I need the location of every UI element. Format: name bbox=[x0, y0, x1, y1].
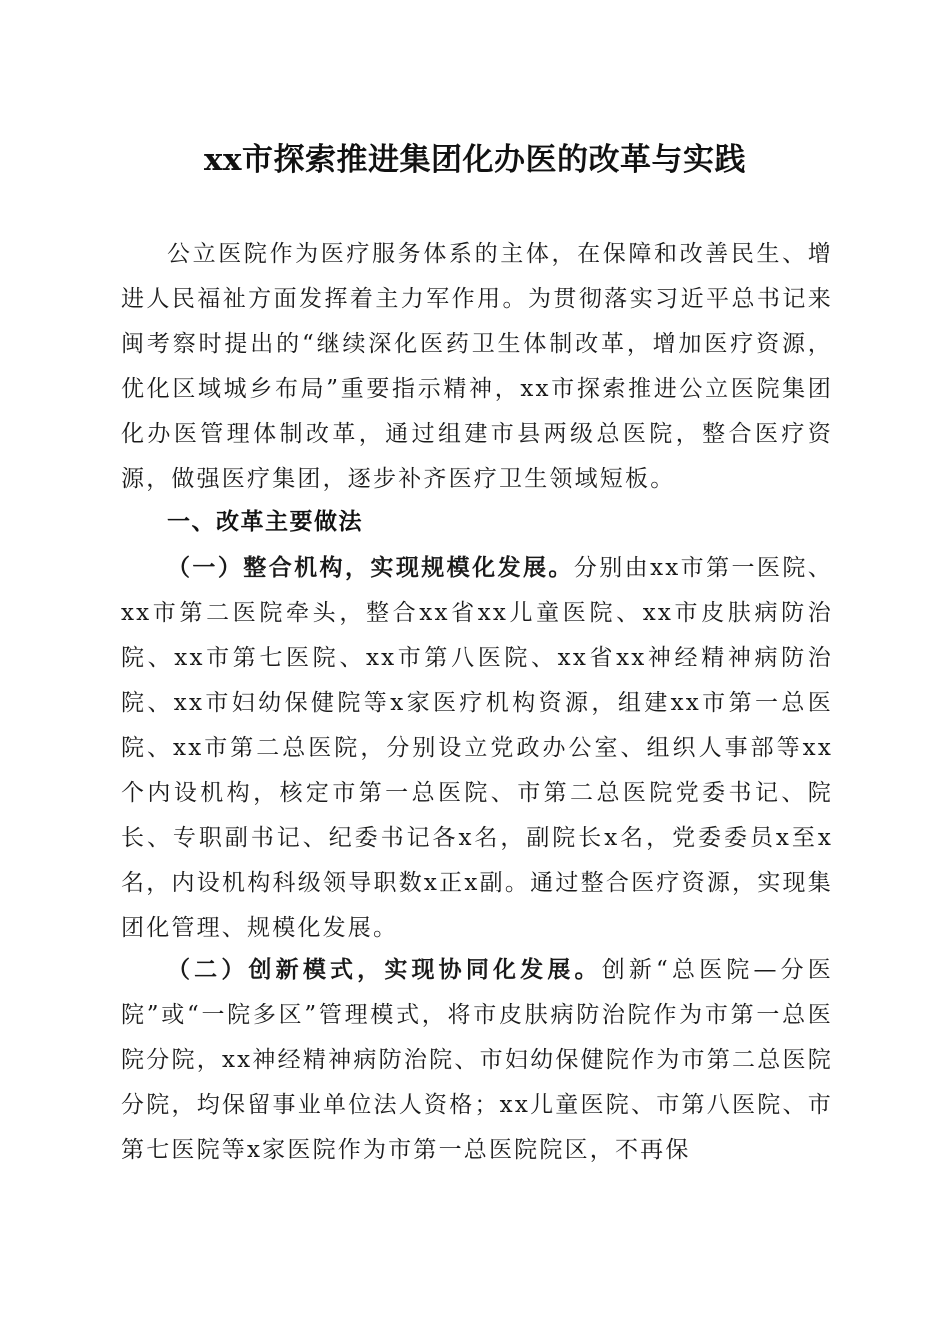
subsection-paragraph bbox=[121, 947, 833, 1173]
subsection-lead: （一）整合机构，实现规模化发展。 bbox=[167, 554, 574, 581]
subsection-paragraph bbox=[121, 545, 833, 951]
intro-paragraph: 公立医院作为医疗服务体系的主体，在保障和改善民生、增进人民福祉方面发挥着主力军作用。为贯彻落实习近平总书记来闽考察时提出的“继续深化医药卫生体制改革，增加医疗资源，优化区域城乡布局”重要指示精神，xx市探索推进公立医院集团化办医管理体制改革，通过组建市县两级总医院，整合医疗资源，做强医疗集团，逐步补齐医疗卫生领域短板。 bbox=[121, 241, 833, 492]
subsection-lead: （二）创新模式，实现协同化发展。 bbox=[167, 956, 602, 983]
section-heading: 一、改革主要做法 bbox=[167, 509, 363, 535]
subsection-text: 创新“总医院—分医院”或“一院多区”管理模式，将市皮肤病防治院作为市第一总医院分院，xx神经精神病防治院、市妇幼保健院作为市第二总医院分院，均保留事业单位法人资格；xx儿童医院、市第八医院、市第七医院等x家医院作为市第一总医院院区，不再保 bbox=[121, 957, 834, 1163]
subsection-text: 分别由xx市第一医院、xx市第二医院牵头，整合xx省xx儿童医院、xx市皮肤病防治院、xx市第七医院、xx市第八医院、xx省xx神经精神病防治院、xx市妇幼保健院等x家医疗机构资源，组建xx市第一总医院、xx市第二总医院，分别设立党政办公室、组织人事部等xx个内设机构，核定市第一总医院、市第二总医院党委书记、院长、专职副书记、纪委书记各x名，副院长x名，党委委员x至x名，内设机构科级领导职数x正x副。通过整合医疗资源，实现集团化管理、规模化发展。 bbox=[121, 555, 833, 941]
document-title: xx市探索推进集团化办医的改革与实践 bbox=[204, 142, 746, 178]
